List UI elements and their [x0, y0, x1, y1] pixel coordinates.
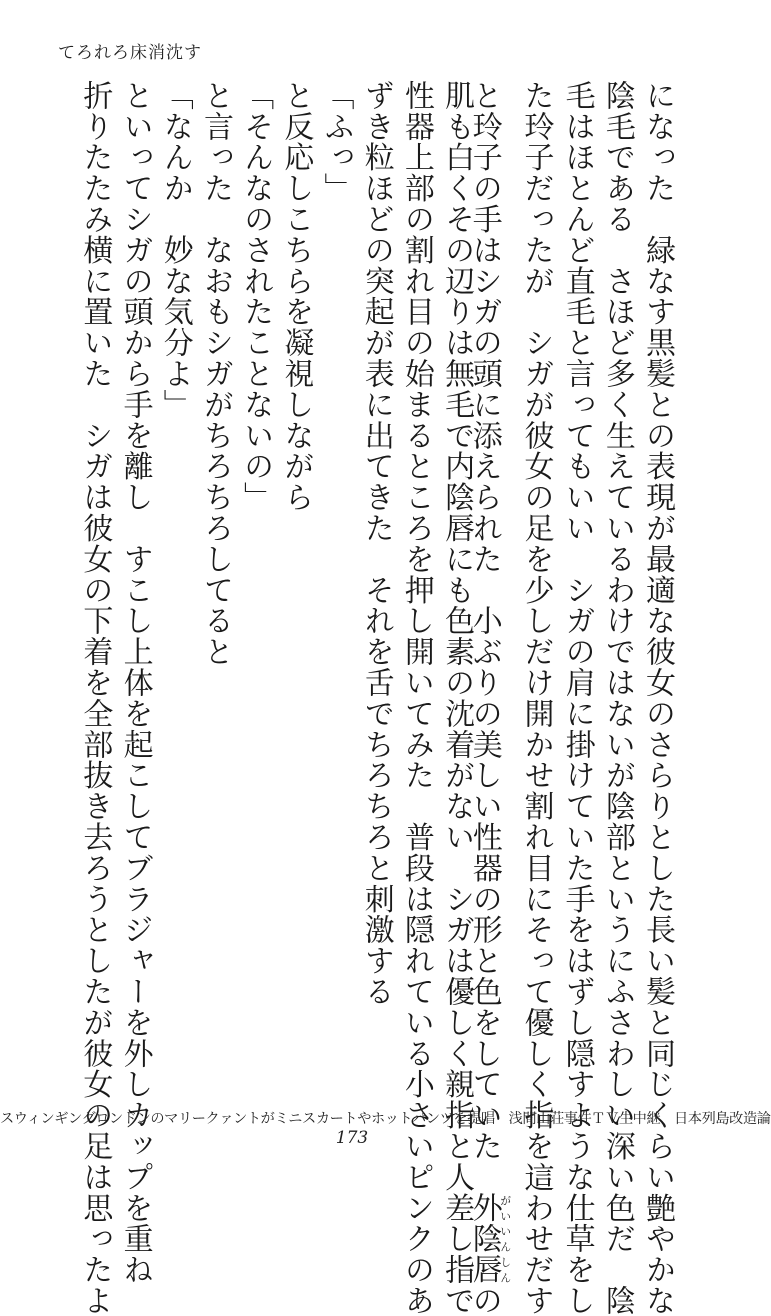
text-column — [431, 80, 475, 1316]
text-column — [230, 80, 274, 1092]
text-segment: わせだす — [518, 1192, 554, 1316]
text-segment: 陰毛である さほど多く生えているわけではないが陰部というにふさわしい深い色だ 陰 — [599, 80, 635, 1316]
text-segment: 「ふっ」 — [318, 80, 354, 204]
text-segment: 「そんなのされたことないの」 — [238, 80, 274, 513]
text-segment: 性器上部の割れ目の始まるところを押し開いてみた 普段は隠れている小さいピンクのあ — [398, 80, 434, 1316]
page-number: 173 — [335, 1128, 369, 1148]
text-segment: 毛はほとんど直毛と言ってもいい シガの肩に掛けていた手をはずし隠すような仕草をし — [559, 80, 595, 1316]
text-column — [551, 80, 595, 1316]
text-segment: になった 緑なす黒髪との表現が最適な彼女のさらりとした長い髪と同じくらい艶やかな — [640, 80, 675, 1316]
text-column — [632, 80, 675, 1316]
text-segment: の — [466, 1285, 502, 1316]
text-column — [391, 80, 434, 1316]
text-segment: と反応しこちらを凝視しながら — [278, 80, 314, 513]
running-head: てろれろ床消沈す — [58, 43, 202, 63]
text-column — [270, 80, 314, 1092]
text-column — [69, 80, 113, 1316]
text-segment: た玲子だったが シガが彼女の足を少しだけ開かせ割れ目にそって優しく指を — [518, 80, 554, 1162]
text-column — [511, 80, 554, 1316]
ruby-annotated-word: 這 — [518, 1161, 554, 1193]
footer-era-keywords: スウィンギングロンドンのマリークァントがミニスカートやホットパンツを提唱 浅間山荘事件ＴＶ生中継 日本列島改造論 — [0, 1111, 771, 1127]
text-segment: といってシガの頭から手を離し すこし上体を起こしてブラジャーを外しカップを重ね — [117, 80, 153, 1286]
text-segment: 肌も白くその辺りは無毛で内陰唇にも色素の沈着がない シガは優しく親指と人差し指で — [439, 80, 475, 1316]
ruby-annotated-word: 外陰唇がいいんしん — [466, 1192, 512, 1286]
text-segment: 折りたたみ横に置いた シガは彼女の下着を全部抜き去ろうとしたが彼女の足は思ったよ — [77, 80, 113, 1316]
text-column — [351, 80, 394, 1092]
text-column — [190, 80, 233, 1092]
text-segment: と玲子の手はシガの頭に添えられた 小ぶりの美しい性器の形と色をしていた — [466, 80, 502, 1193]
text-segment: ずき粒ほどの突起が表に出てきた それを舌でちろちろと刺激する — [358, 80, 394, 1007]
text-column — [592, 80, 635, 1316]
text-segment: 「なんか 妙な気分よ」 — [157, 80, 193, 420]
text-column — [109, 80, 153, 1286]
text-segment: と言った なおもシガがちろちろしてると — [197, 80, 233, 668]
text-column — [466, 80, 512, 1316]
text-column — [310, 80, 354, 1092]
text-column — [150, 80, 193, 1092]
